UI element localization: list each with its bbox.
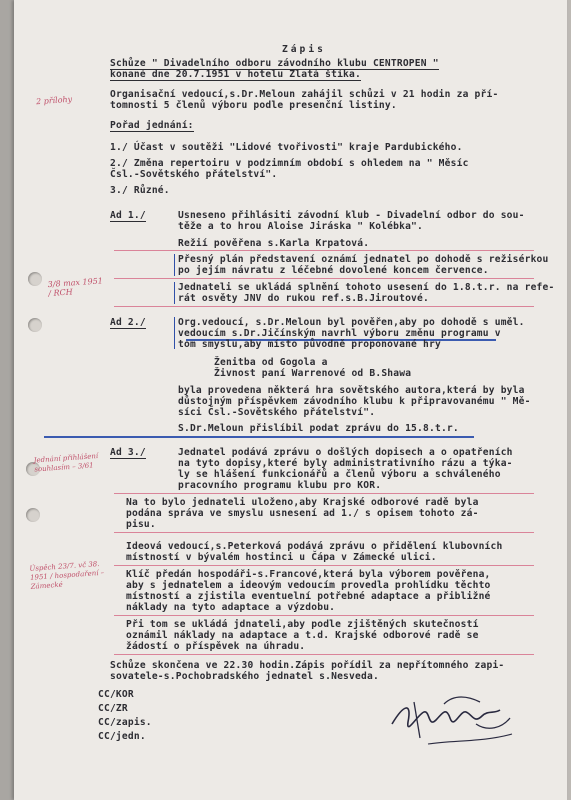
ad3-line: Jednatel podává zprávu o došlých dopisech a o opatřeních bbox=[178, 447, 513, 458]
ad2-line: Org.vedoucí, s.Dr.Meloun byl pověřen,aby po dohodě s uměl. bbox=[178, 317, 525, 328]
header-line-2: konané dne 20.7.1951 v hotelu Zlatá štika. bbox=[110, 69, 361, 80]
ad2-line: síci Čsl.-Sovětského přátelství". bbox=[178, 407, 376, 418]
margin-note-housing: Úspěch 23/7. vč 38. 1951 / hospodaření – Zámecké bbox=[29, 559, 105, 591]
ad2-line: tom smyslu,aby místo původně proponované hry bbox=[178, 339, 441, 350]
ad3-line: Při tom se ukládá jdnateli,aby podle zjištěných skutečností bbox=[126, 619, 479, 630]
header-line-1: Schůze " Divadelního odboru závodního klubu CENTROPEN " bbox=[110, 58, 439, 69]
ad3-line: náklady na tyto adaptace a výzdobu. bbox=[126, 602, 336, 613]
red-rule bbox=[114, 250, 534, 251]
intro-line: Organisační vedoucí,s.Dr.Meloun zahájil schůzi v 21 hodin za pří- bbox=[110, 89, 499, 100]
ad1-line: Usneseno přihlásiti závodní klub - Divadelní odbor do sou- bbox=[178, 210, 525, 221]
margin-note-attachments: 2 přílohy bbox=[35, 94, 73, 107]
ad3-line: Na to bylo jednateli uloženo,aby Krajské odborové radě byla bbox=[126, 497, 479, 508]
red-rule bbox=[114, 493, 534, 494]
blue-bracket bbox=[174, 254, 175, 276]
ad3-line: podána správa ve smyslu usnesení ad 1./ s opisem tohoto zá- bbox=[126, 508, 479, 519]
ad1-line: Jednateli se ukládá splnění tohoto usesení do 1.8.t.r. na refe- bbox=[178, 282, 555, 293]
ad3-line: na tyto dopisy,které byly administrativního rázu a týka- bbox=[178, 458, 513, 469]
margin-note-approval: Jednání přihlášení souhlasím – 3/61 bbox=[33, 452, 99, 474]
agenda-item: 1./ Účast v soutěži "Lidové tvořivosti" kraje Pardubického. bbox=[110, 142, 463, 153]
closing-line: Schůze skončena ve 22.30 hodin.Zápis pořídil za nepřítomného zapi- bbox=[110, 660, 505, 671]
punch-hole bbox=[26, 508, 40, 522]
ad3-line: místností v bývalém hostinci u Čápa v Zámecké ulici. bbox=[126, 552, 437, 563]
ad3-line: oznámil náklady na adaptace a t.d. Krajské odborové radě se bbox=[126, 630, 479, 641]
ad1-line: rát osvěty JNV do rukou ref.s.B.Jiroutové. bbox=[178, 293, 429, 304]
cc-line: CC/jedn. bbox=[98, 731, 146, 742]
red-rule bbox=[114, 565, 534, 566]
ad3-line: aby s jednatelem a ideovým vedoucím provedla prohlídku těchto bbox=[126, 580, 491, 591]
ad3-line: místností a zjistila eventuelní potřebné adaptace a přibližné bbox=[126, 591, 491, 602]
margin-note-date: 3/8 max 1951 / RCH bbox=[47, 276, 104, 299]
ad1-line: těže a to hrou Aloise Jiráska " Kolébka". bbox=[178, 221, 424, 232]
ad2-line: byla provedena některá hra sovětského autora,která by byla bbox=[178, 385, 525, 396]
ad3-label: Ad 3./ bbox=[110, 447, 146, 458]
ad2-label: Ad 2./ bbox=[110, 317, 146, 328]
ad1-line: Přesný plán představení oznámí jednatel po dohodě s režisérkou bbox=[178, 254, 549, 265]
ad2-line: vedoucím s.Dr.Jičínským navrhl výboru změnu programu v bbox=[178, 328, 501, 339]
ad3-line: pracovního programu klubu pro KOR. bbox=[178, 480, 382, 491]
blue-bracket bbox=[174, 282, 175, 304]
ad2-line: S.Dr.Meloun přislíbil podat zprávu do 15.8.t.r. bbox=[178, 423, 459, 434]
closing-line: sovatele-s.Pochobradského jednatel s.Nesveda. bbox=[110, 671, 379, 682]
agenda-title: Pořad jednání: bbox=[110, 120, 194, 131]
cc-line: CC/zapis. bbox=[98, 717, 152, 728]
blue-bracket bbox=[174, 317, 175, 349]
ad1-line: po jejím návratu z léčebné dovolené koncem července. bbox=[178, 265, 489, 276]
ad3-line: Klíč předán hospodáři-s.Francové,která byla výborem pověřena, bbox=[126, 569, 491, 580]
punch-hole bbox=[28, 272, 42, 286]
red-rule bbox=[114, 654, 534, 655]
document-title: Zápis bbox=[282, 44, 326, 55]
blue-rule bbox=[44, 436, 474, 438]
red-rule bbox=[114, 615, 534, 616]
agenda-item: 3./ Různé. bbox=[110, 185, 170, 196]
ad3-line: žádostí o příspěvek na úhradu. bbox=[126, 641, 306, 652]
red-rule bbox=[114, 278, 534, 279]
agenda-item: 2./ Změna repertoiru v podzimním období s ohledem na " Měsíc bbox=[110, 158, 469, 169]
page-edge-shadow bbox=[0, 0, 14, 800]
ad2-line: Ženitba od Gogola a bbox=[214, 357, 328, 368]
ad2-line: Živnost paní Warrenové od B.Shawa bbox=[214, 368, 412, 379]
cc-line: CC/ZR bbox=[98, 703, 128, 714]
red-rule bbox=[114, 532, 534, 533]
punch-hole bbox=[28, 318, 42, 332]
ad3-line: pisu. bbox=[126, 519, 156, 530]
ad3-line: ly se hlášení funkcionářů a členů výboru a schváleného bbox=[178, 469, 501, 480]
ad1-line: Režií pověřena s.Karla Krpatová. bbox=[178, 238, 370, 249]
agenda-item: Čsl.-Sovětského přátelství". bbox=[110, 169, 278, 180]
red-rule bbox=[114, 306, 534, 307]
ad1-label: Ad 1./ bbox=[110, 210, 146, 221]
ad3-line: Ideová vedoucí,s.Peterková podává zprávu o přidělení klubovních bbox=[126, 541, 503, 552]
intro-line: tomnosti 5 členů výboru podle presenční listiny. bbox=[110, 100, 397, 111]
handwritten-signature bbox=[384, 684, 524, 754]
ad2-line: důstojným příspěvkem závodního klubu k připravovanému " Mě- bbox=[178, 396, 531, 407]
cc-line: CC/KOR bbox=[98, 689, 134, 700]
document-sheet bbox=[14, 0, 567, 800]
